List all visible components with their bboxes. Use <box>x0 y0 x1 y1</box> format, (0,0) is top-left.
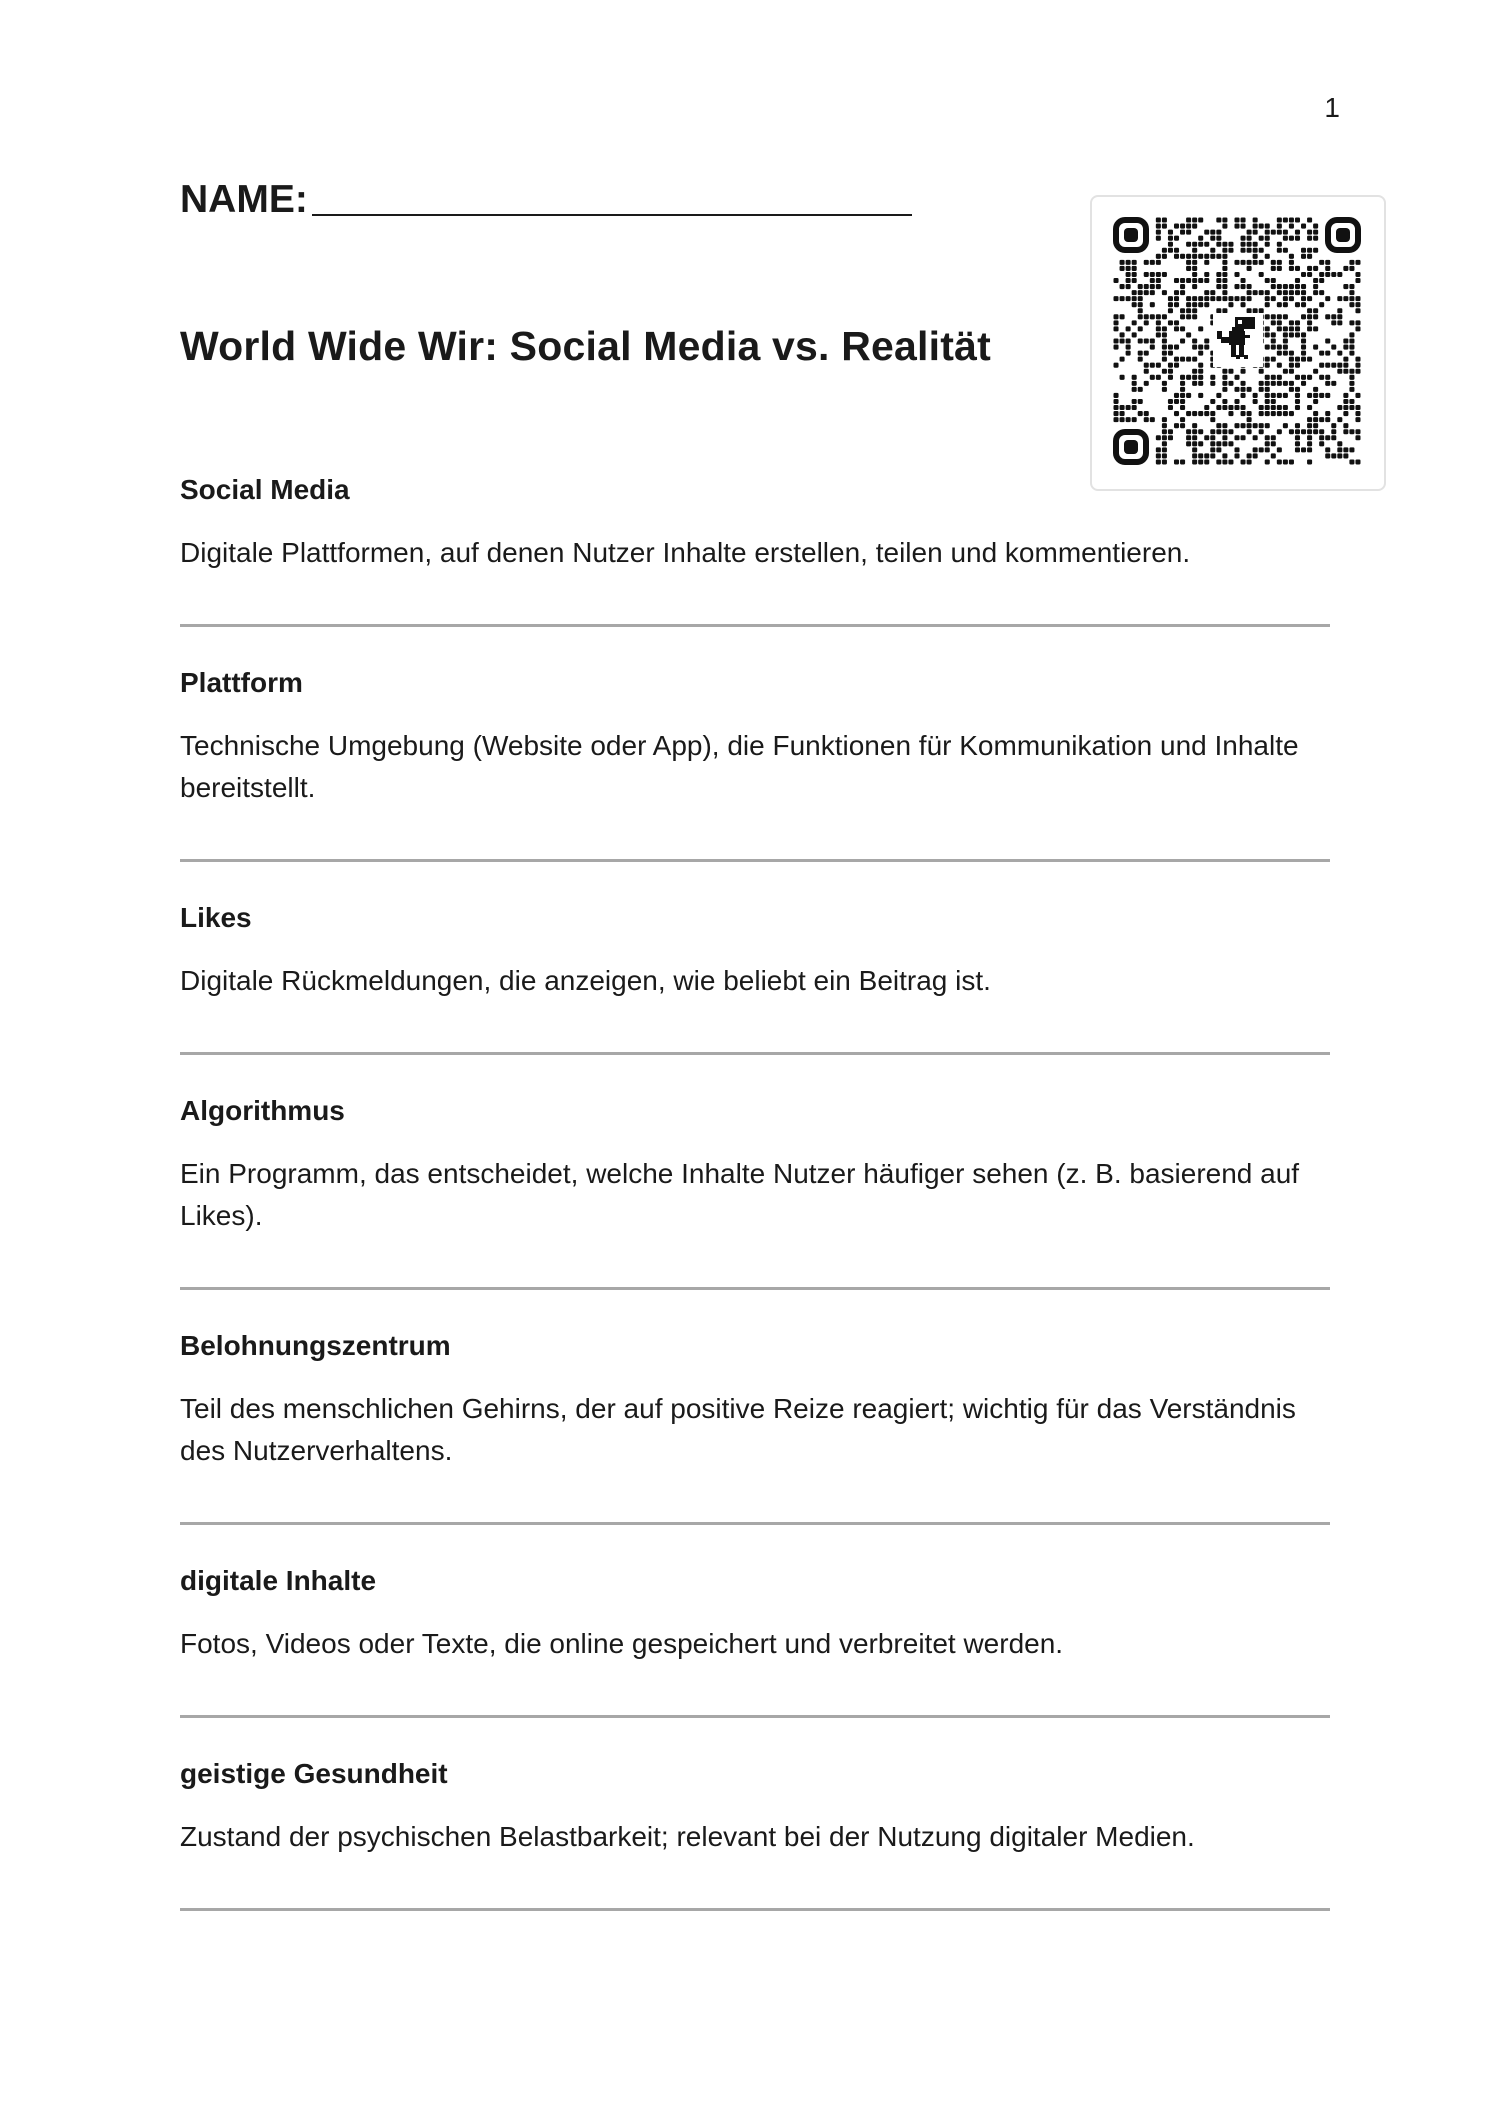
glossary-entry <box>180 1326 1330 1472</box>
divider <box>180 624 1330 627</box>
name-label: NAME: <box>180 178 308 221</box>
glossary-entry <box>180 470 1330 574</box>
divider <box>180 859 1330 862</box>
divider <box>180 1052 1330 1055</box>
definition: Teil des menschlichen Gehirns, der auf positive Reize reagiert; wichtig für das Verständnis des Nutzerverhaltens. <box>180 1393 1296 1466</box>
definition: Technische Umgebung (Website oder App), die Funktionen für Kommunikation und Inhalte bereitstellt. <box>180 730 1299 803</box>
glossary-entry <box>180 1754 1330 1858</box>
glossary-entry <box>180 1091 1330 1237</box>
definition: Digitale Rückmeldungen, die anzeigen, wie beliebt ein Beitrag ist. <box>180 965 991 996</box>
glossary-list <box>180 470 1330 1911</box>
page-number: 1 <box>1324 92 1340 123</box>
divider <box>180 1715 1330 1718</box>
glossary-entry <box>180 1561 1330 1665</box>
qr-code-frame <box>1090 195 1386 491</box>
definition: Fotos, Videos oder Texte, die online gespeichert und verbreitet werden. <box>180 1628 1064 1659</box>
divider <box>180 1908 1330 1911</box>
definition: Digitale Plattformen, auf denen Nutzer Inhalte erstellen, teilen und kommentieren. <box>180 537 1191 568</box>
divider <box>180 1522 1330 1525</box>
qr-code-icon <box>1113 217 1361 465</box>
glossary-entry <box>180 663 1330 809</box>
term: digitale Inhalte <box>180 1565 377 1596</box>
term: Plattform <box>180 667 303 698</box>
term: Likes <box>180 902 252 933</box>
term: Algorithmus <box>180 1095 345 1126</box>
term: Belohnungszentrum <box>180 1330 451 1361</box>
term: Social Media <box>180 474 350 505</box>
name-underline <box>312 214 912 216</box>
page-title: World Wide Wir: Social Media vs. Realität <box>180 323 991 369</box>
definition: Zustand der psychischen Belastbarkeit; relevant bei der Nutzung digitaler Medien. <box>180 1821 1195 1852</box>
definition: Ein Programm, das entscheidet, welche Inhalte Nutzer häufiger sehen (z. B. basierend auf Likes). <box>180 1158 1300 1231</box>
glossary-entry <box>180 898 1330 1002</box>
divider <box>180 1287 1330 1290</box>
name-field[interactable] <box>180 178 912 222</box>
term: geistige Gesundheit <box>180 1758 448 1789</box>
